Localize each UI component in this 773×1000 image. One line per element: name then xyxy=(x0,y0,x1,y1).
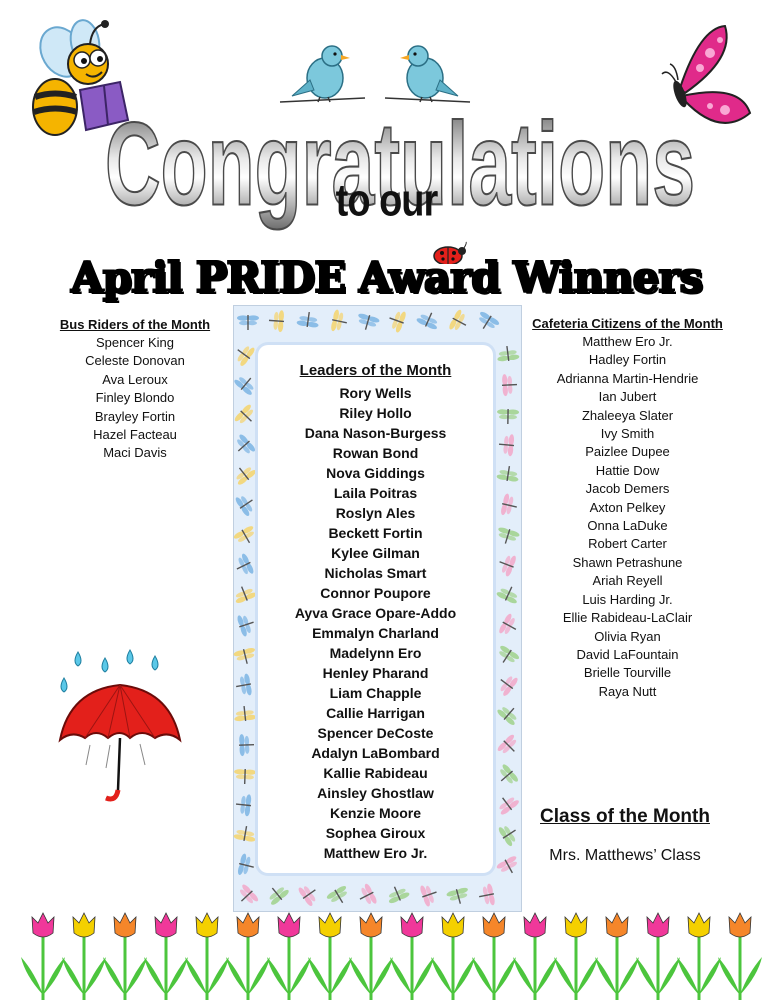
list-item: Kylee Gilman xyxy=(331,545,420,561)
list-item: Ellie Rabideau-LaClair xyxy=(562,610,693,626)
list-item: Connor Poupore xyxy=(320,585,431,601)
dragonfly-icon xyxy=(264,881,291,907)
list-item: Finley Blondo xyxy=(95,390,175,406)
raindrop-icon xyxy=(127,650,133,664)
dragonfly-icon xyxy=(495,854,520,878)
bus-riders-heading: Bus Riders of the Month xyxy=(59,317,211,332)
list-item: Emmalyn Charland xyxy=(312,625,439,641)
tulip-icon xyxy=(718,913,762,1000)
list-item: Paizlee Dupee xyxy=(585,444,670,460)
class-of-month-name: Mrs. Matthews’ Class xyxy=(549,847,701,864)
list-item: Callie Harrigan xyxy=(326,705,425,721)
list-item: Hazel Facteau xyxy=(93,427,177,443)
list-item: Henley Pharand xyxy=(322,665,429,681)
list-item: Kallie Rabideau xyxy=(323,765,428,781)
list-item: Nova Giddings xyxy=(326,465,425,481)
dragonfly-icon xyxy=(233,461,257,486)
cafeteria-citizens-list xyxy=(510,316,745,701)
dragonfly-icon xyxy=(234,673,253,697)
dragonfly-icon xyxy=(296,311,320,329)
dragonfly-icon xyxy=(234,769,257,785)
tulip-icon xyxy=(21,913,65,1000)
tulip-icon xyxy=(554,913,598,1000)
list-item: Axton Pelkey xyxy=(589,499,666,515)
raindrop-icon xyxy=(75,652,81,666)
dragonfly-icon xyxy=(297,881,322,908)
dragonfly-icon xyxy=(494,791,520,816)
list-item: Beckett Fortin xyxy=(328,525,423,541)
dragonfly-icon xyxy=(496,701,520,727)
dragonfly-icon xyxy=(233,403,259,429)
list-item: Robert Carter xyxy=(588,536,667,552)
list-item: Madelynn Ero xyxy=(329,645,422,661)
cafeteria-heading: Cafeteria Citizens of the Month xyxy=(532,316,723,331)
dragonfly-icon xyxy=(233,371,259,397)
dragonfly-icon xyxy=(236,612,257,638)
dragonfly-icon xyxy=(233,341,256,368)
list-item: Ava Leroux xyxy=(102,371,168,387)
dragonfly-icon xyxy=(497,821,520,848)
leaders-list xyxy=(258,362,493,863)
dragonfly-icon xyxy=(416,308,442,331)
list-item: Dana Nason-Burgess xyxy=(304,425,447,441)
umbrella-icon xyxy=(50,640,190,815)
list-item: Hattie Dow xyxy=(595,462,660,478)
list-item: Riley Hollo xyxy=(339,405,412,421)
list-item: Matthew Ero Jr. xyxy=(582,334,673,349)
to-our-text: to our xyxy=(335,175,438,227)
list-item: David LaFountain xyxy=(576,646,679,662)
dragonfly-icon xyxy=(239,734,255,757)
raindrop-icon xyxy=(61,678,67,692)
list-item: Ivy Smith xyxy=(600,426,655,442)
bus-riders-list xyxy=(40,317,230,463)
tulip-icon xyxy=(103,913,147,1000)
list-item: Matthew Ero Jr. xyxy=(323,845,428,861)
tulip-icon xyxy=(677,913,721,1000)
dragonfly-icon xyxy=(386,308,408,334)
tulip-icon xyxy=(185,913,229,1000)
list-item: Nicholas Smart xyxy=(324,565,427,581)
list-item: Brayley Fortin xyxy=(94,408,176,424)
raindrop-icon xyxy=(102,658,108,672)
tulip-icon xyxy=(267,913,311,1000)
tulip-icon xyxy=(513,913,557,1000)
dragonfly-icon xyxy=(235,793,252,816)
list-item: Brielle Tourville xyxy=(583,665,672,681)
dragonfly-icon xyxy=(496,733,520,759)
dragonfly-icon xyxy=(355,312,380,332)
dragonfly-icon xyxy=(384,882,410,904)
list-item: Laila Poitras xyxy=(333,485,418,501)
list-item: Ainsley Ghostlaw xyxy=(317,785,434,801)
list-item: Jacob Demers xyxy=(585,481,670,497)
dragonfly-icon xyxy=(233,647,258,667)
list-item: Rowan Bond xyxy=(332,445,419,461)
tulip-icon xyxy=(226,913,270,1000)
tulip-icon xyxy=(144,913,188,1000)
dragonfly-icon xyxy=(233,524,259,548)
list-item: Adalyn LaBombard xyxy=(311,745,440,761)
list-item: Luis Harding Jr. xyxy=(582,591,673,607)
dragonfly-icon xyxy=(494,763,520,789)
dragonfly-icon xyxy=(446,886,471,906)
list-item: Spencer King xyxy=(95,335,175,350)
tulip-icon xyxy=(472,913,516,1000)
leaders-heading: Leaders of the Month xyxy=(299,362,452,379)
dragonfly-icon xyxy=(477,883,496,907)
list-item: Roslyn Ales xyxy=(335,505,416,521)
dragonfly-icon xyxy=(233,552,255,578)
dragonfly-icon xyxy=(448,308,472,334)
tulip-icon xyxy=(595,913,639,1000)
list-item: Ariah Reyell xyxy=(592,573,663,589)
list-item: Rory Wells xyxy=(339,385,412,401)
tulip-icon xyxy=(308,913,352,1000)
list-item: Ian Jubert xyxy=(598,389,657,405)
raindrop-icon xyxy=(152,656,158,670)
list-item: Raya Nutt xyxy=(598,683,657,699)
list-item: Ayva Grace Opare-Addo xyxy=(294,605,457,621)
dragonfly-icon xyxy=(474,310,501,334)
list-item: Liam Chapple xyxy=(329,685,422,701)
list-item: Hadley Fortin xyxy=(588,352,667,368)
class-of-month-heading: Class of the Month xyxy=(540,806,710,827)
svg-text:Congratulations: Congratulations xyxy=(105,98,696,231)
list-item: Onna LaDuke xyxy=(587,518,668,534)
list-item: Spencer DeCoste xyxy=(317,725,434,741)
tulip-row xyxy=(0,905,773,1000)
list-item: Kenzie Moore xyxy=(329,805,421,821)
dragonfly-icon xyxy=(237,853,257,878)
list-item: Adrianna Martin-Hendrie xyxy=(556,370,699,386)
dragonfly-icon xyxy=(233,583,257,605)
award-subtitle: April PRIDE Award Winners xyxy=(70,253,703,302)
dragonfly-icon xyxy=(233,824,257,843)
tulip-icon xyxy=(390,913,434,1000)
dragonfly-icon xyxy=(268,309,284,332)
dragonfly-icon xyxy=(330,309,349,334)
tulip-icon xyxy=(349,913,393,1000)
dragonfly-icon xyxy=(237,315,259,330)
list-item: Maci Davis xyxy=(103,445,167,461)
list-item: Sophea Giroux xyxy=(325,825,426,841)
list-item: Olivia Ryan xyxy=(594,628,661,644)
dragonfly-icon xyxy=(233,705,256,722)
list-item: Celeste Donovan xyxy=(85,353,185,369)
list-item: Zhaleeya Slater xyxy=(581,407,674,423)
list-item: Shawn Petrashune xyxy=(572,554,683,570)
dragonfly-icon xyxy=(419,882,440,908)
dragonfly-icon xyxy=(233,433,257,459)
tulip-icon xyxy=(431,913,475,1000)
tulip-icon xyxy=(636,913,680,1000)
dragonfly-icon xyxy=(234,491,259,518)
tulip-icon xyxy=(62,913,106,1000)
